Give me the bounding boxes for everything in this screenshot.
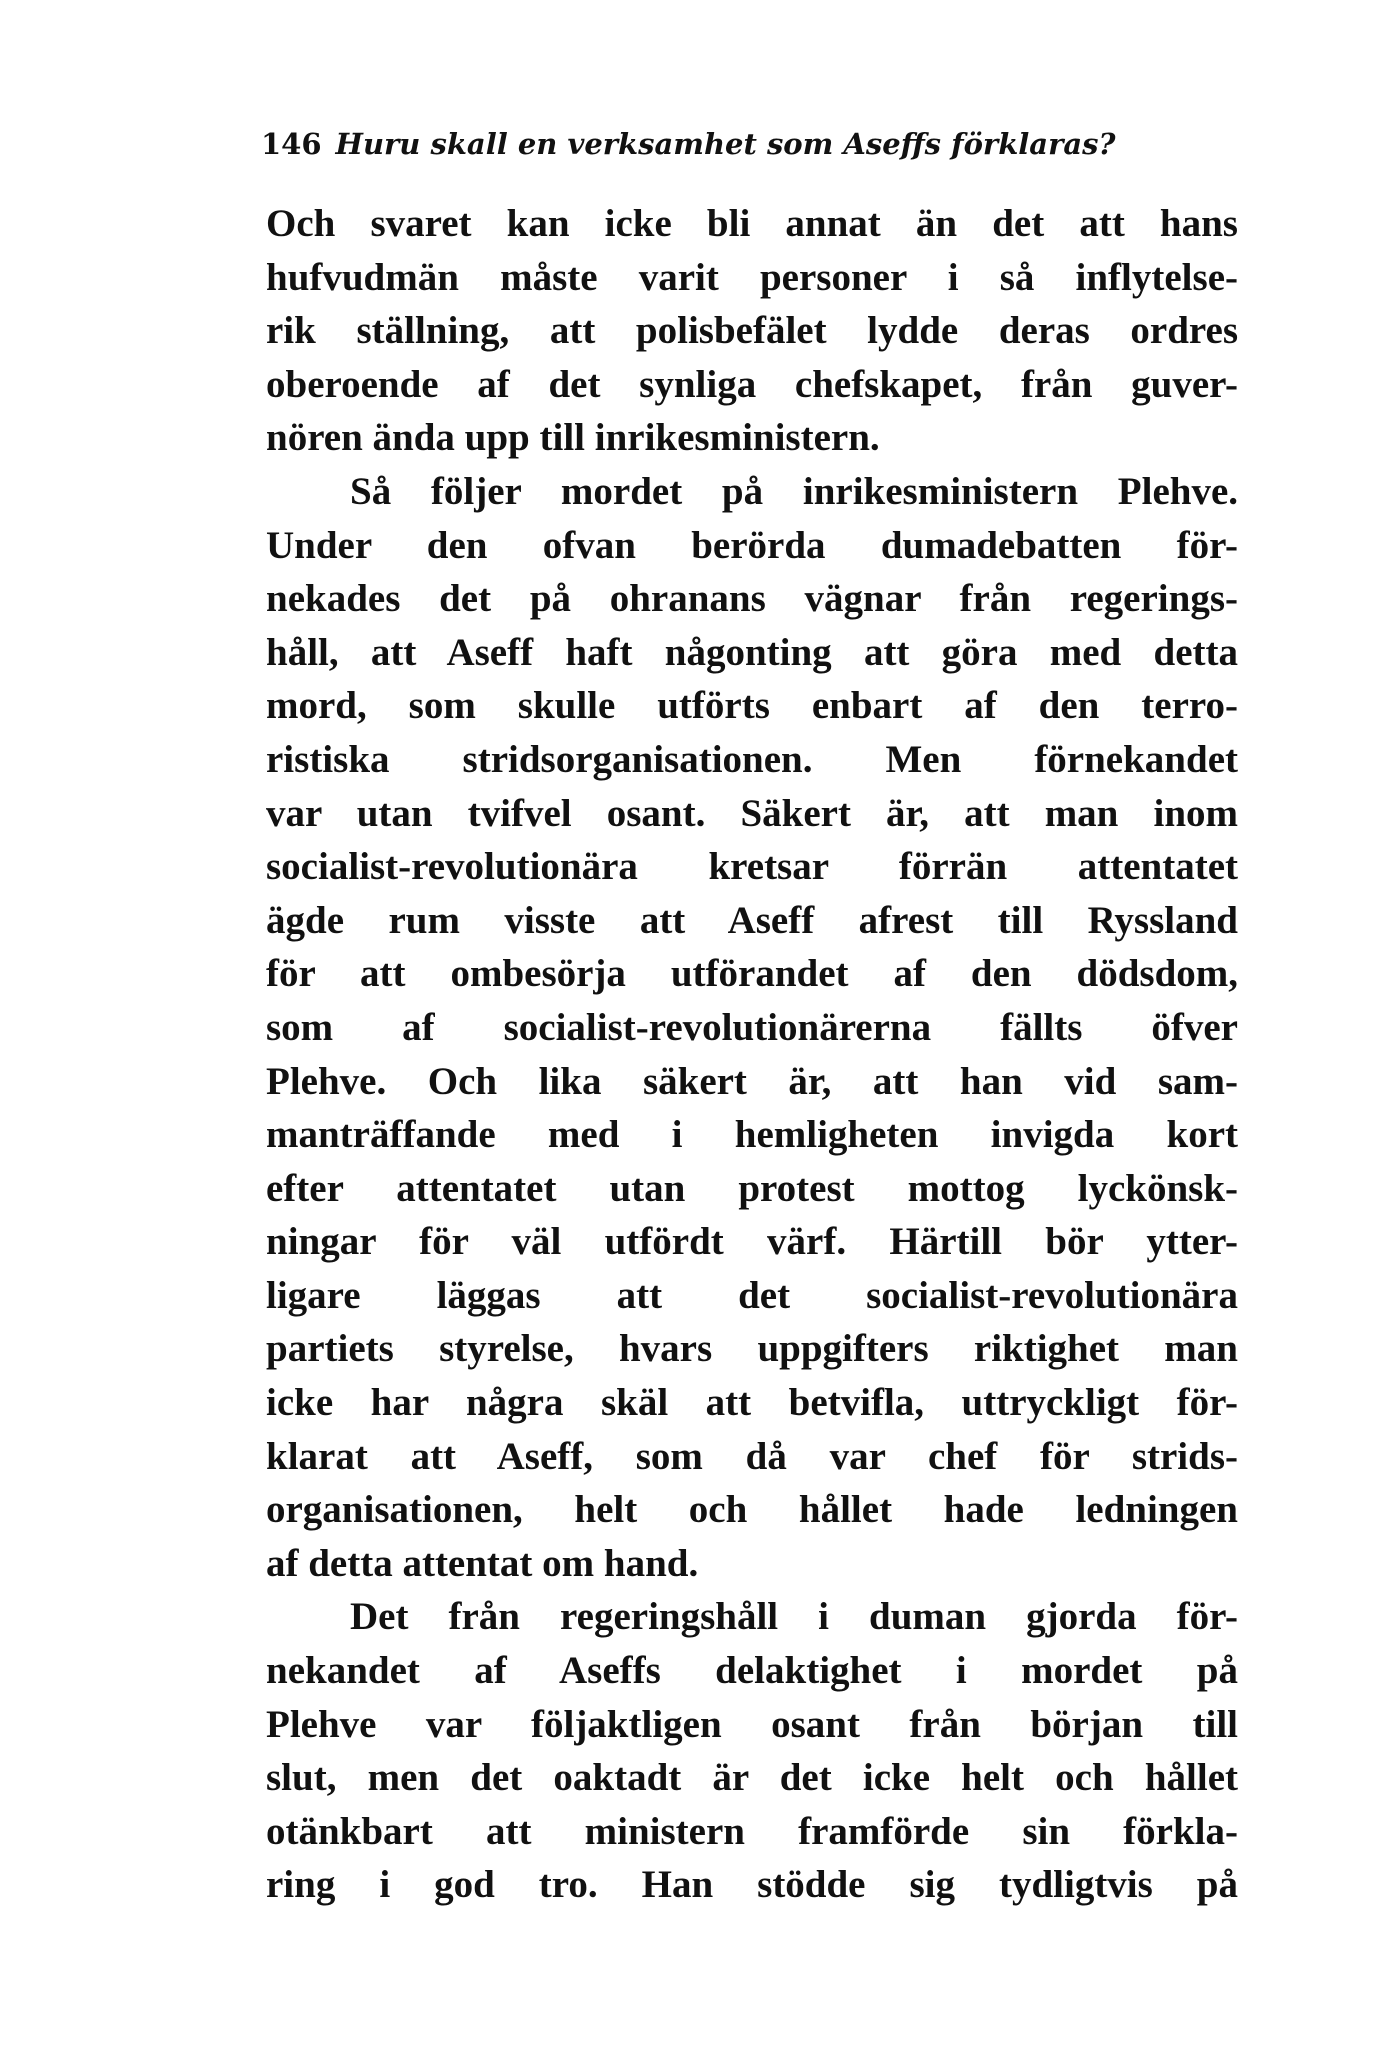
text-line: var utan tvifvel osant. Säkert är, att man inom bbox=[266, 791, 1238, 835]
text-line: som af socialist-revolutionärerna fällts öfver bbox=[266, 1005, 1238, 1049]
text-line: manträffande med i hemligheten invigda kort bbox=[266, 1113, 1238, 1157]
text-line: Plehve var följaktligen osant från början till bbox=[266, 1702, 1238, 1746]
text-line: Plehve. Och lika säkert är, att han vid sam- bbox=[266, 1059, 1238, 1103]
text-line: partiets styrelse, hvars uppgifters riktighet man bbox=[266, 1327, 1238, 1371]
text-line: socialist-revolutionära kretsar förrän attentatet bbox=[266, 845, 1238, 889]
text-line: ägde rum visste att Aseff afrest till Ryssland bbox=[266, 898, 1238, 942]
text-line: nekandet af Aseffs delaktighet i mordet på bbox=[266, 1649, 1238, 1693]
text-line: ligare läggas att det socialist-revolutionära bbox=[266, 1273, 1238, 1317]
text-line: Och svaret kan icke bli annat än det att hans bbox=[266, 202, 1238, 245]
text-line: för att ombesörja utförandet af den dödsdom, bbox=[266, 952, 1238, 996]
text-line: nekades det på ohranans vägnar från regerings- bbox=[266, 577, 1238, 621]
text-line: nören ända upp till inrikesministern. bbox=[266, 416, 880, 460]
text-line: klarat att Aseff, som då var chef för strids- bbox=[266, 1434, 1238, 1478]
text-line: Så följer mordet på inrikesministern Plehve. bbox=[350, 469, 1238, 513]
text-line: ningar för väl utfördt värf. Härtill bör ytter- bbox=[266, 1220, 1238, 1264]
running-head bbox=[261, 126, 1116, 162]
text-line: ristiska stridsorganisationen. Men förnekandet bbox=[266, 737, 1238, 781]
text-line: Under den ofvan berörda dumadebatten för- bbox=[266, 523, 1238, 567]
text-line: hufvudmän måste varit personer i så inflytelse- bbox=[266, 255, 1238, 299]
text-line: mord, som skulle utförts enbart af den terro- bbox=[266, 684, 1238, 728]
body-text bbox=[266, 197, 1238, 1912]
text-line: efter attentatet utan protest mottog lyckönsk- bbox=[266, 1166, 1238, 1210]
text-line: af detta attentat om hand. bbox=[266, 1541, 699, 1585]
text-line: oberoende af det synliga chefskapet, från guver- bbox=[266, 362, 1238, 406]
text-line: icke har några skäl att betvifla, uttryckligt för- bbox=[266, 1381, 1238, 1425]
text-line: organisationen, helt och hållet hade ledningen bbox=[266, 1488, 1238, 1532]
page-number: 146 bbox=[261, 127, 322, 161]
text-line: otänkbart att ministern framförde sin förkla- bbox=[266, 1809, 1238, 1853]
text-line: håll, att Aseff haft någonting att göra med detta bbox=[266, 630, 1238, 674]
running-title: Huru skall en verksamhet som Aseffs förklaras? bbox=[335, 127, 1116, 161]
text-line: Det från regeringshåll i duman gjorda för- bbox=[350, 1595, 1238, 1639]
text-line: rik ställning, att polisbefälet lydde deras ordres bbox=[266, 309, 1238, 353]
text-line: slut, men det oaktadt är det icke helt och hållet bbox=[266, 1756, 1238, 1800]
text-line: ring i god tro. Han stödde sig tydligtvis på bbox=[266, 1863, 1238, 1907]
